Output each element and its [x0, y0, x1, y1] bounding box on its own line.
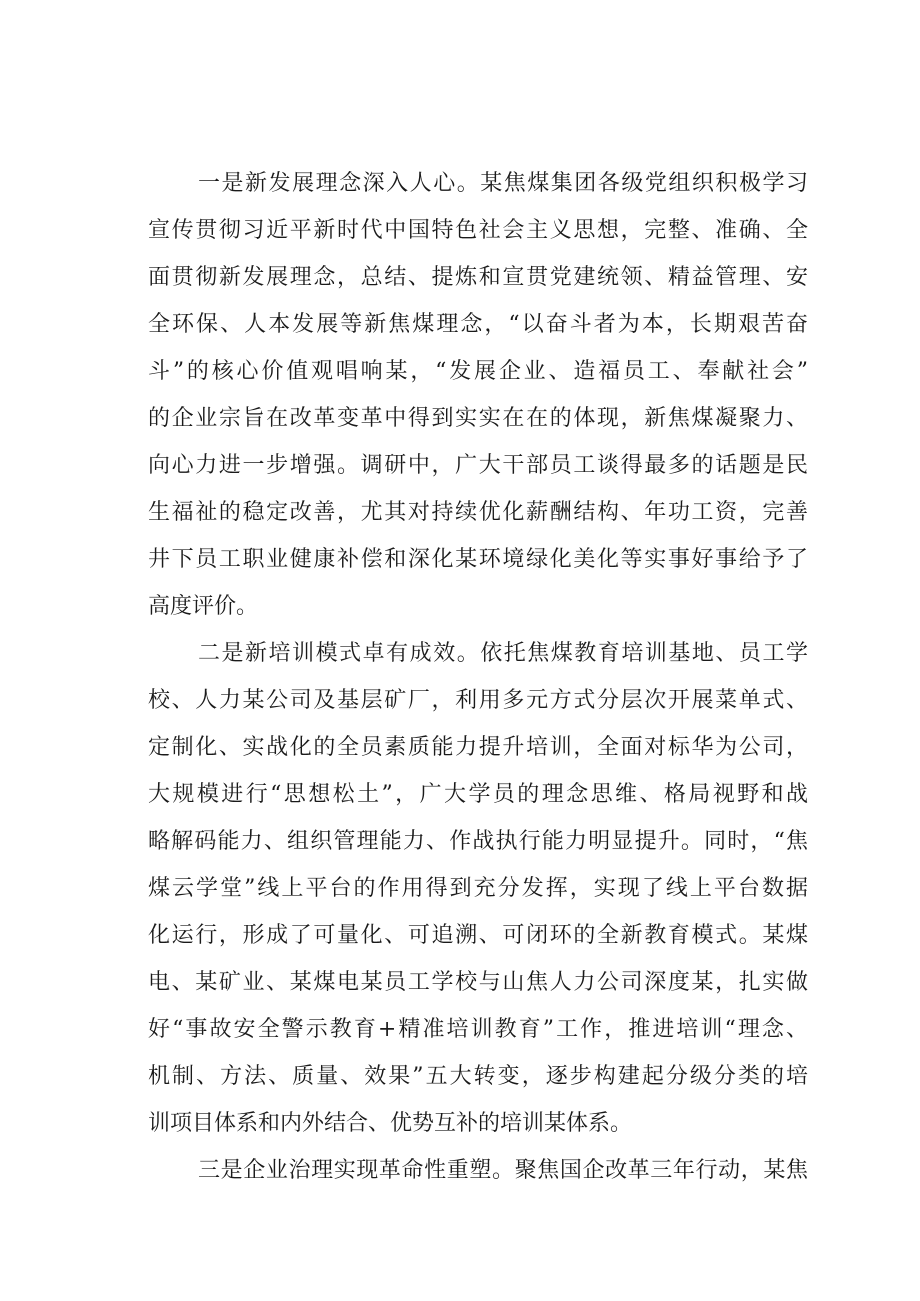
- paragraph-enterprise-governance: [148, 1147, 808, 1194]
- text-line: 一是新发展理念深入人心。某焦煤集团各级党组织积极学习: [198, 171, 808, 196]
- paragraph-new-training-model: [148, 630, 808, 1147]
- text-line: 全环保、人本发展等新焦煤理念，“以奋斗者为本，长期艰苦奋: [148, 312, 808, 337]
- text-line: 的企业宗旨在改革变革中得到实实在在的体现，新焦煤凝聚力、: [148, 406, 808, 431]
- text-line: 宣传贯彻习近平新时代中国特色社会主义思想，完整、准确、全: [148, 218, 808, 243]
- text-line: 向心力进一步增强。调研中，广大干部员工谈得最多的话题是民: [148, 453, 808, 478]
- text-line: 略解码能力、组织管理能力、作战执行能力明显提升。同时，“焦: [148, 829, 808, 854]
- text-line: 定制化、实战化的全员素质能力提升培训，全面对标华为公司，: [148, 735, 808, 760]
- text-line: 煤云学堂”线上平台的作用得到充分发挥，实现了线上平台数据: [148, 876, 808, 901]
- text-line: 二是新培训模式卓有成效。依托焦煤教育培训基地、员工学: [198, 641, 808, 666]
- text-line: 电、某矿业、某煤电某员工学校与山焦人力公司深度某，扎实做: [148, 970, 808, 995]
- text-line: 校、人力某公司及基层矿厂，利用多元方式分层次开展菜单式、: [148, 688, 808, 713]
- text-line: 三是企业治理实现革命性重塑。聚焦国企改革三年行动，某焦: [198, 1158, 808, 1183]
- text-line: 生福祉的稳定改善，尤其对持续优化薪酬结构、年功工资，完善: [148, 500, 808, 525]
- text-line: 面贯彻新发展理念，总结、提炼和宣贯党建统领、精益管理、安: [148, 265, 808, 290]
- text-line: 机制、方法、质量、效果”五大转变，逐步构建起分级分类的培: [148, 1064, 808, 1089]
- text-line: 斗”的核心价值观唱响某，“发展企业、造福员工、奉献社会”: [148, 359, 808, 384]
- text-line: 训项目体系和内外结合、优势互补的培训某体系。: [148, 1111, 633, 1136]
- text-line: 化运行，形成了可量化、可追溯、可闭环的全新教育模式。某煤: [148, 923, 808, 948]
- text-line: 井下员工职业健康补偿和深化某环境绿化美化等实事好事给予了: [148, 547, 808, 572]
- document-body: [148, 160, 808, 1194]
- text-line: 大规模进行“思想松土”，广大学员的理念思维、格局视野和战: [148, 782, 808, 807]
- paragraph-new-development-concept: [148, 160, 808, 630]
- text-line: 高度评价。: [148, 594, 259, 619]
- text-line: 好“事故安全警示教育+精准培训教育”工作，推进培训“理念、: [148, 1017, 808, 1042]
